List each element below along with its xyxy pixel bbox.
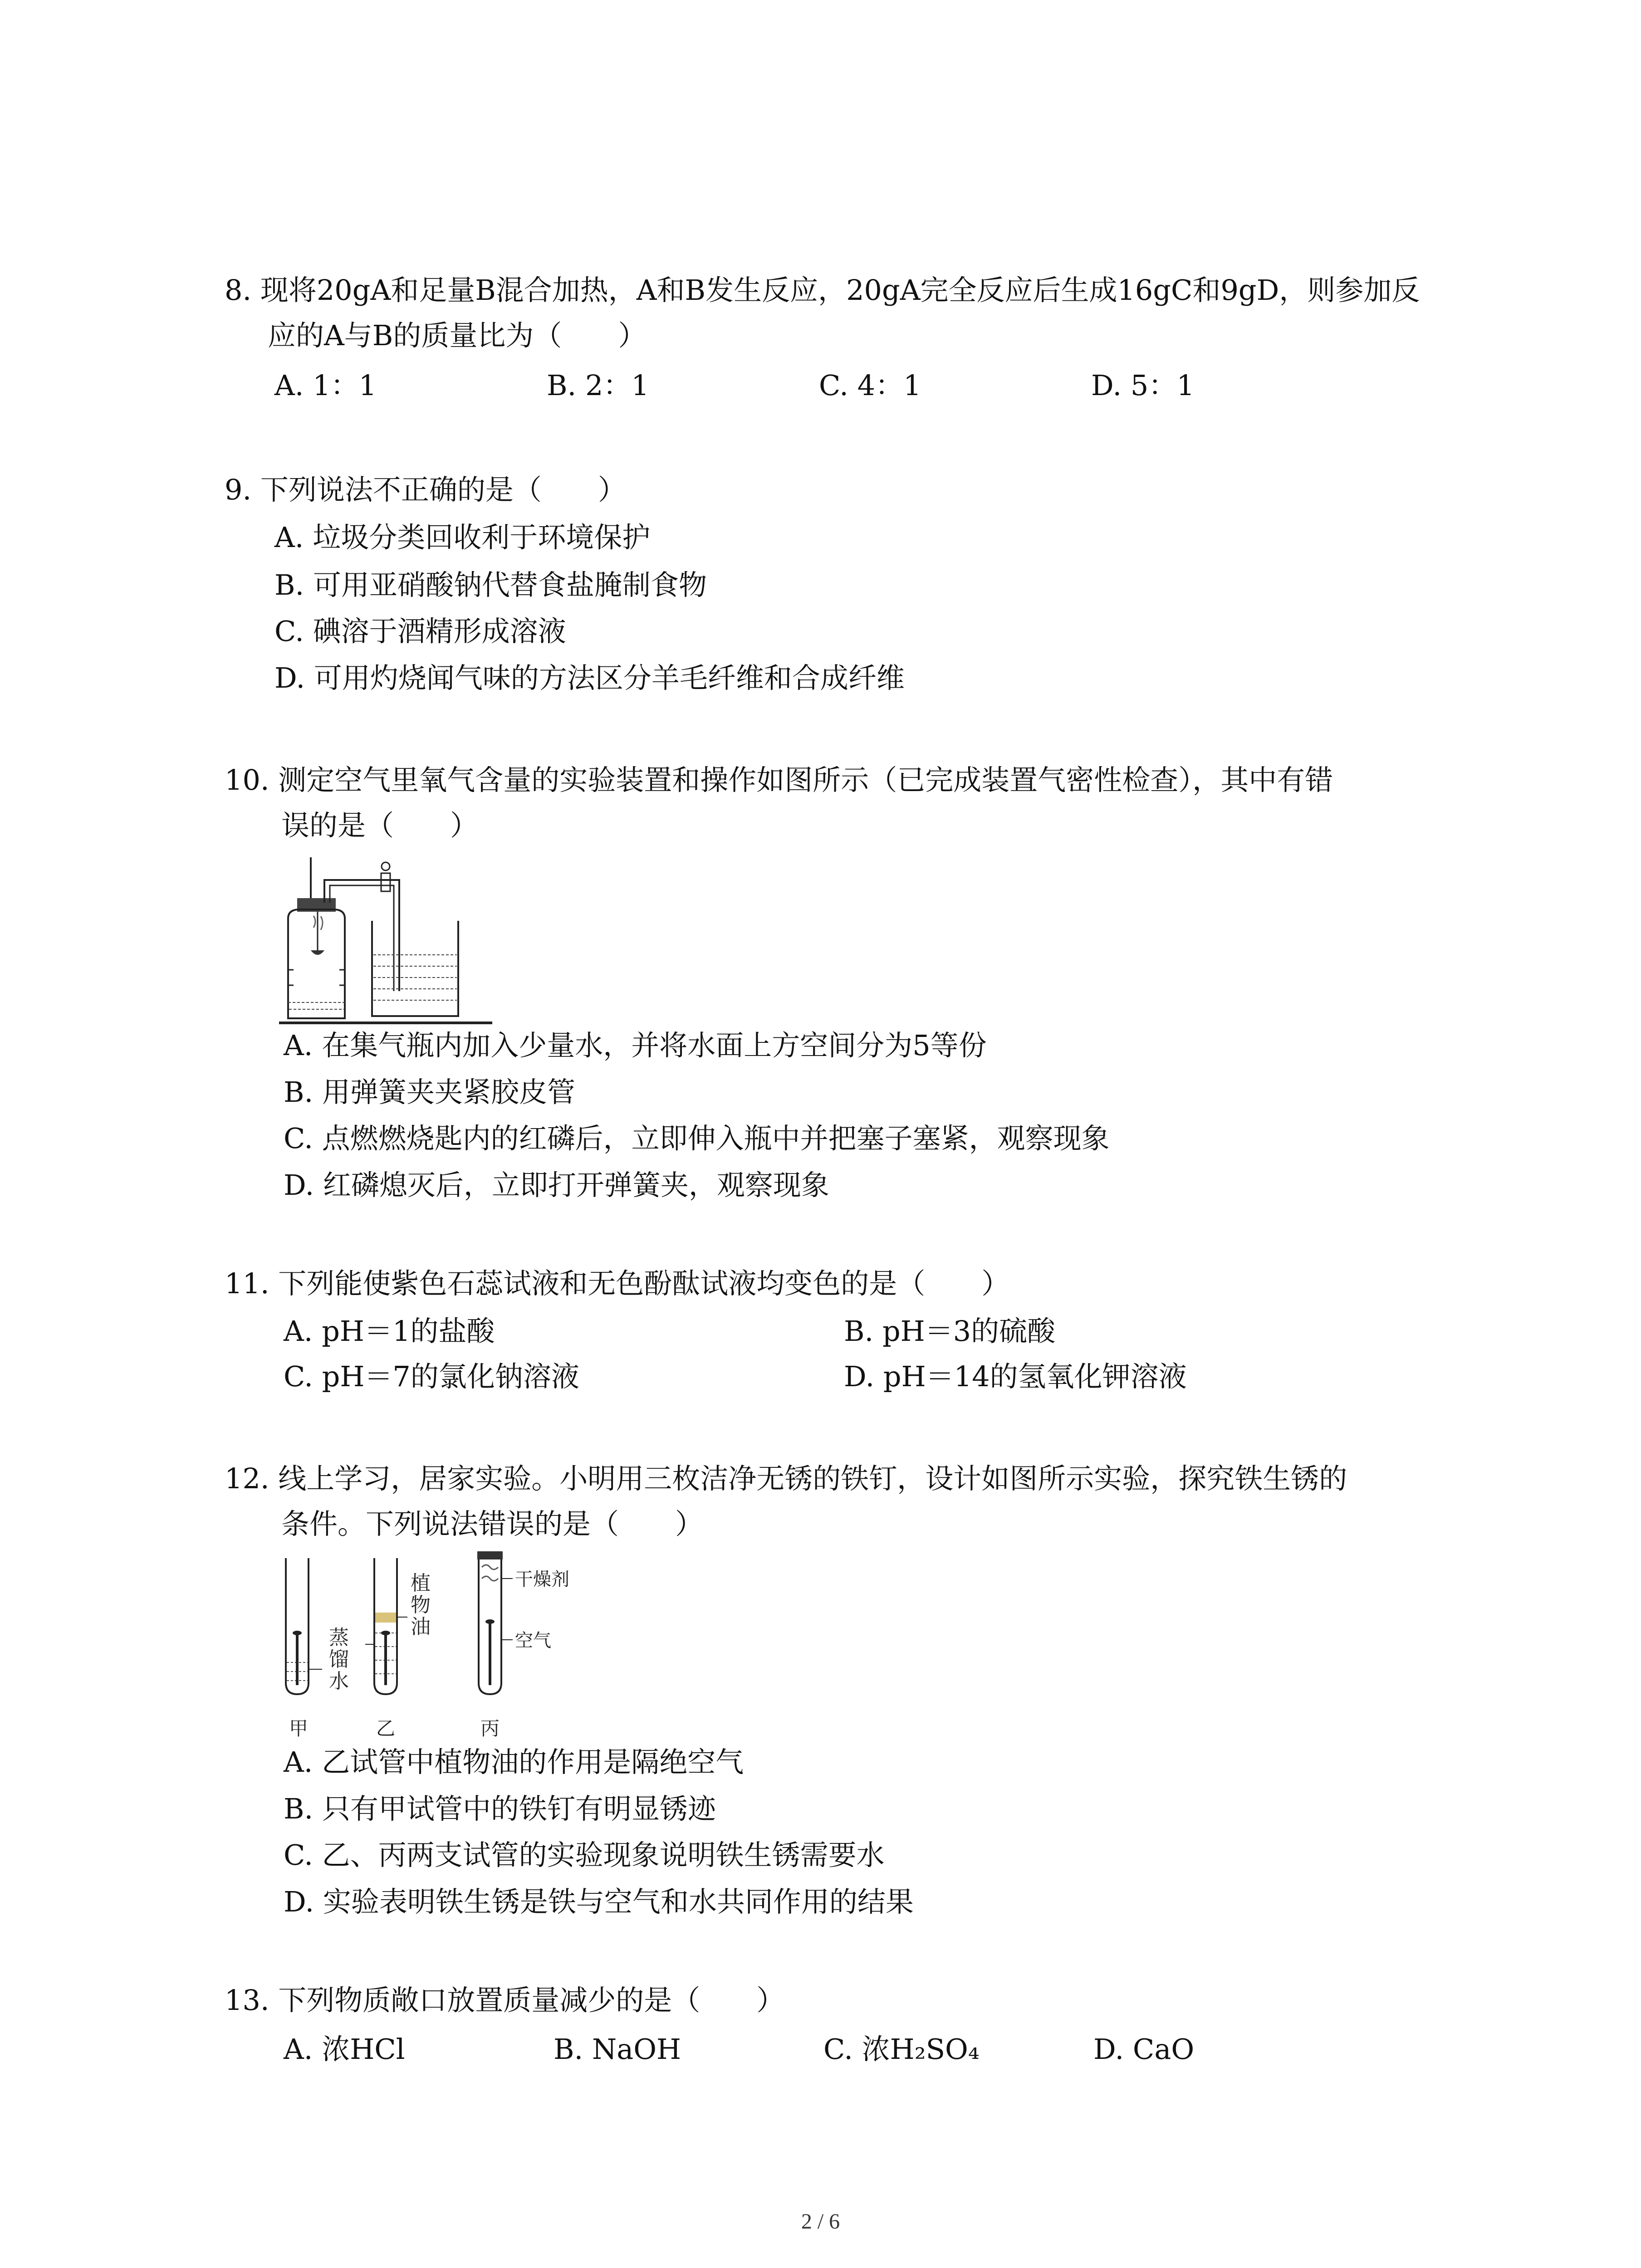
oil-layer xyxy=(375,1613,396,1623)
label-oil-3: 油 xyxy=(411,1615,431,1638)
q9-stem: 9. 下列说法不正确的是（ ） xyxy=(225,473,626,506)
label-water-1: 蒸 xyxy=(329,1626,349,1649)
label-air: 空气 xyxy=(515,1630,551,1651)
beaker xyxy=(372,921,458,1016)
spring-clamp xyxy=(381,873,390,891)
q11-option-c[interactable]: C. pH＝7的氯化钠溶液 xyxy=(284,1360,579,1393)
q11-option-b[interactable]: B. pH＝3的硫酸 xyxy=(844,1315,1056,1348)
q13-option-c[interactable]: C. 浓H₂SO₄ xyxy=(823,2033,980,2066)
q12-stem-line1: 12. 线上学习，居家实验。小明用三枚洁净无锈的铁钉，设计如图所示实验，探究铁生锈的 xyxy=(225,1462,1347,1495)
desiccant-icon xyxy=(482,1565,498,1581)
q10-stem-line1: 10. 测定空气里氧气含量的实验装置和操作如图所示（已完成装置气密性检查），其中有错 xyxy=(225,763,1333,797)
q8-stem-line1: 8. 现将20gA和足量B混合加热，A和B发生反应，20gA完全反应后生成16gC和9gD，则参加反 xyxy=(225,274,1420,307)
q12-option-c[interactable]: C. 乙、丙两支试管的实验现象说明铁生锈需要水 xyxy=(284,1838,885,1872)
beaker-water xyxy=(373,955,457,1000)
page-number: 2 / 6 xyxy=(801,2209,840,2234)
tube-jia xyxy=(286,1558,322,1694)
q10-option-a[interactable]: A. 在集气瓶内加入少量水，并将水面上方空间分为5等份 xyxy=(284,1029,987,1062)
q9-option-c[interactable]: C. 碘溶于酒精形成溶液 xyxy=(274,615,566,648)
label-water-2: 馏 xyxy=(329,1648,349,1671)
label-water-3: 水 xyxy=(329,1670,349,1693)
q10-apparatus-figure xyxy=(279,853,492,1032)
q8-option-c[interactable]: C. 4：1 xyxy=(819,369,921,402)
q12-stem-line2: 条件。下列说法错误的是（ ） xyxy=(281,1507,704,1540)
q9-option-d[interactable]: D. 可用灼烧闻气味的方法区分羊毛纤维和合成纤维 xyxy=(274,661,905,694)
q8-option-a[interactable]: A. 1：1 xyxy=(274,369,377,402)
q10-option-b[interactable]: B. 用弹簧夹夹紧胶皮管 xyxy=(284,1075,575,1109)
q8-option-b[interactable]: B. 2：1 xyxy=(547,369,649,402)
q11-stem: 11. 下列能使紫色石蕊试液和无色酚酞试液均变色的是（ ） xyxy=(225,1267,1010,1300)
tube-label-bing: 丙 xyxy=(480,1717,500,1740)
q12-option-b[interactable]: B. 只有甲试管中的铁钉有明显锈迹 xyxy=(284,1792,716,1825)
q10-option-d[interactable]: D. 红磷熄灭后，立即打开弹簧夹，观察现象 xyxy=(284,1168,829,1202)
q11-option-d[interactable]: D. pH＝14的氢氧化钾溶液 xyxy=(844,1360,1187,1393)
tube-yi xyxy=(365,1558,407,1694)
q8-option-d[interactable]: D. 5：1 xyxy=(1091,369,1195,402)
q12-option-d[interactable]: D. 实验表明铁生锈是铁与空气和水共同作用的结果 xyxy=(284,1885,914,1918)
tube-label-yi: 乙 xyxy=(376,1717,396,1740)
q9-option-b[interactable]: B. 可用亚硝酸钠代替食盐腌制食物 xyxy=(274,568,707,601)
glass-tube xyxy=(324,880,399,991)
q9-option-a[interactable]: A. 垃圾分类回收利于环境保护 xyxy=(274,521,651,554)
q13-stem: 13. 下列物质敞口放置质量减少的是（ ） xyxy=(225,1984,785,2017)
q11-option-a[interactable]: A. pH＝1的盐酸 xyxy=(284,1315,495,1348)
tube-stopper xyxy=(477,1551,503,1559)
tube-bing xyxy=(477,1551,513,1694)
q13-option-b[interactable]: B. NaOH xyxy=(554,2033,681,2066)
tube-label-jia: 甲 xyxy=(289,1717,309,1740)
label-oil-1: 植 xyxy=(411,1572,431,1595)
q8-stem-line2: 应的A与B的质量比为（ ） xyxy=(268,319,647,352)
q10-stem-line2: 误的是（ ） xyxy=(281,809,479,842)
q12-test-tubes-figure xyxy=(272,1549,599,1749)
label-oil-2: 物 xyxy=(411,1593,431,1617)
q10-option-c[interactable]: C. 点燃燃烧匙内的红磷后，立即伸入瓶中并把塞子塞紧，观察现象 xyxy=(284,1122,1110,1155)
q12-option-a[interactable]: A. 乙试管中植物油的作用是隔绝空气 xyxy=(284,1745,744,1779)
q13-option-d[interactable]: D. CaO xyxy=(1093,2033,1195,2066)
label-desiccant: 干燥剂 xyxy=(515,1569,569,1590)
q13-option-a[interactable]: A. 浓HCl xyxy=(284,2033,405,2066)
